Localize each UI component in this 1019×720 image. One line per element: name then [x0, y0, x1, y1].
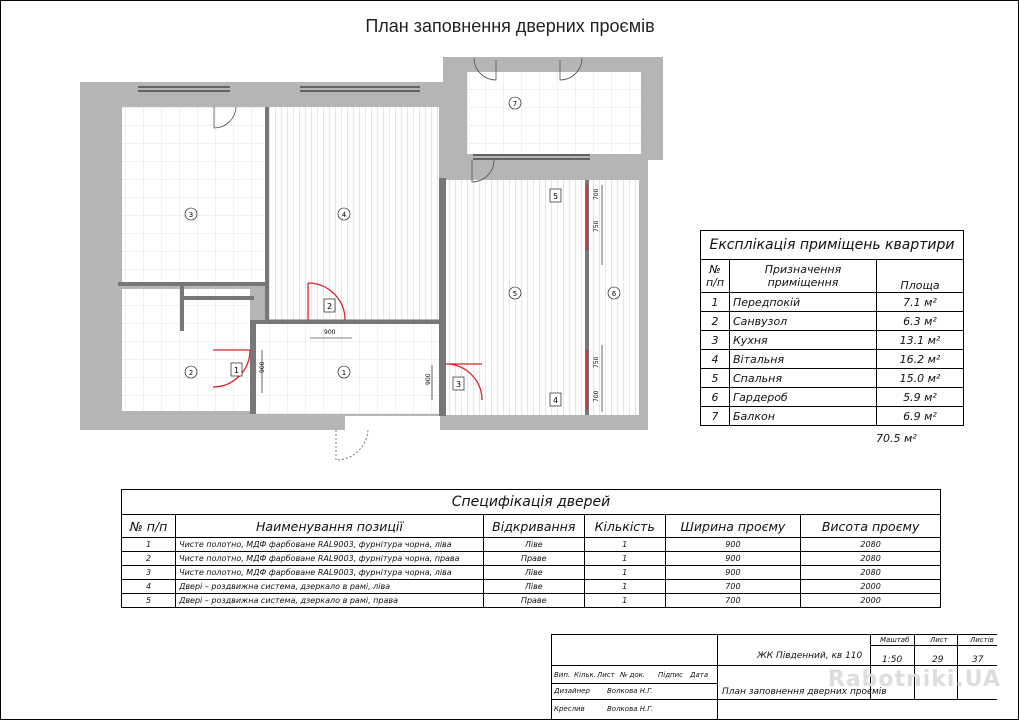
- room-marker-3: [185, 208, 197, 220]
- spec-header: Кількість: [584, 515, 665, 538]
- explication-row: 2 Санвузол 6.3 м²: [701, 312, 964, 331]
- svg-text:2: 2: [188, 369, 194, 377]
- svg-text:750: 750: [593, 220, 600, 232]
- room-marker-2: [185, 366, 197, 378]
- svg-text:3: 3: [188, 211, 194, 219]
- spec-header: Ширина проєму: [665, 515, 801, 538]
- spec-caption: Специфікація дверей: [122, 490, 941, 515]
- spec-row: 2 Чисте полотно, МДФ фарбоване RAL9003, фурнітура чорна, права Праве 1 900 2080: [122, 552, 941, 566]
- floor-plan: [0, 0, 700, 490]
- room-3-floor: [122, 107, 265, 282]
- room-marker-5: [509, 287, 521, 299]
- room-marker-4: [338, 208, 350, 220]
- svg-text:4: 4: [341, 211, 347, 219]
- svg-text:700: 700: [593, 390, 600, 402]
- spec-row: 4 Двері – роздвижна система, дзеркало в рамі, ліва Ліве 1 700 2000: [122, 580, 941, 594]
- explication-row: 4 Вітальня 16.2 м²: [701, 350, 964, 369]
- door-marker-4: [550, 393, 561, 406]
- svg-text:5: 5: [552, 192, 559, 201]
- spec-header: № п/п: [122, 515, 176, 538]
- explication-row: 7 Балкон 6.9 м²: [701, 407, 964, 426]
- room-marker-6: [608, 287, 620, 299]
- total-area: 70.5 м²: [876, 432, 917, 445]
- explication-row: 5 Спальня 15.0 м²: [701, 369, 964, 388]
- spec-row: 3 Чисте полотно, МДФ фарбоване RAL9003, фурнітура чорна, ліва Ліве 1 900 2080: [122, 566, 941, 580]
- dim-door-2: 900: [324, 329, 336, 336]
- room-marker-1: [338, 366, 350, 378]
- project-name: ЖК Південний, кв 110: [757, 651, 863, 661]
- explication-row: 3 Кухня 13.1 м²: [701, 331, 964, 350]
- watermark: Rabotniki.UA: [827, 667, 1001, 692]
- svg-text:4: 4: [552, 396, 559, 405]
- spec-row: 5 Двері – роздвижна система, дзеркало в рамі, права Праве 1 700 2000: [122, 594, 941, 608]
- explication-row: 6 Гардероб 5.9 м²: [701, 388, 964, 407]
- spec-header: Відкривання: [483, 515, 584, 538]
- svg-text:7: 7: [512, 100, 518, 108]
- door-marker-3: [453, 377, 464, 390]
- title-block: Маштаб Лист Листів 1:50 29 37 ЖК Південний, кв 110 План заповнення дверних проємів Вип. Кільк. Лист № док. Підпис Дата Дизайнер Волкова Н.Г. Креслив Волкова Н.Г.: [551, 634, 997, 719]
- sheet-title: План заповнення дверних проємів: [722, 687, 887, 697]
- door-marker-5: [550, 189, 561, 202]
- page-title: План заповнення дверних проємів: [365, 16, 655, 36]
- svg-text:700: 700: [593, 188, 600, 200]
- room-4-floor: [269, 107, 439, 319]
- explication-caption: Експлікація приміщень квартири: [701, 231, 964, 260]
- dim-door-1: 900: [259, 361, 266, 373]
- spec-header: Висота проєму: [801, 515, 941, 538]
- svg-text:6: 6: [611, 290, 617, 298]
- spec-row: 1 Чисте полотно, МДФ фарбоване RAL9003, фурнітура чорна, ліва Ліве 1 900 2080: [122, 538, 941, 552]
- room-marker-7: [509, 97, 521, 109]
- svg-text:3: 3: [455, 380, 462, 389]
- svg-text:750: 750: [593, 356, 600, 368]
- door-marker-1: [231, 363, 242, 376]
- door-marker-2: [324, 299, 335, 312]
- explication-row: 1 Передпокій 7.1 м²: [701, 293, 964, 312]
- explication-table: Експлікація приміщень квартири № п/п Призначення приміщення Площа 1 Передпокій 7.1 м² 2 Санвузол 6.3 м² 3 Кухня 13.1 м² 4 Вітальня 16.2 м² 5 Спальня 15.0 м² 6 Гардероб 5.9 м² 7 Балкон 6.9 м²: [700, 230, 964, 426]
- svg-text:1: 1: [233, 366, 240, 375]
- room-7-floor: [467, 72, 641, 154]
- svg-text:5: 5: [512, 290, 518, 298]
- svg-text:1: 1: [341, 369, 347, 377]
- svg-text:2: 2: [326, 302, 333, 311]
- dim-door-3: 900: [425, 373, 432, 385]
- spec-header: Наименування позиції: [176, 515, 484, 538]
- door-spec-table: [121, 489, 941, 608]
